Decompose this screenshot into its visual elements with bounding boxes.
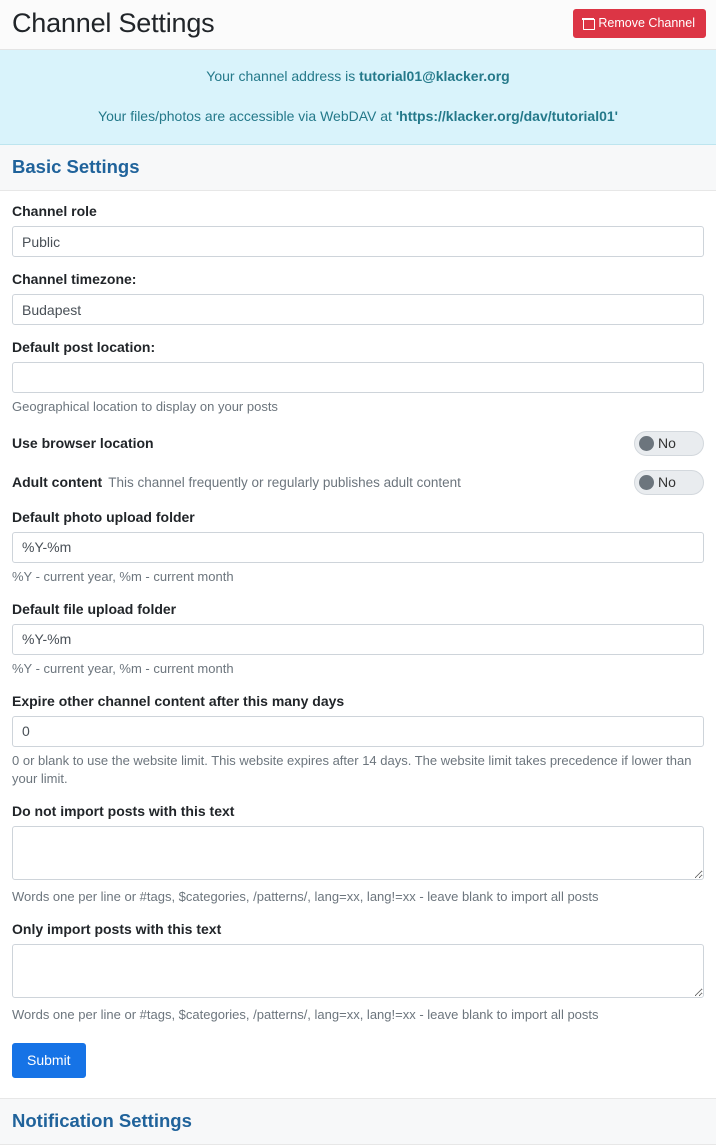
only-import-help: Words one per line or #tags, $categories, /patterns/, lang=xx, lang!=xx - leave blank to import all posts [12, 1007, 599, 1023]
field-use-browser-location [12, 431, 704, 456]
use-browser-location-label: Use browser location [12, 435, 154, 452]
channel-address-line [10, 68, 706, 84]
adult-content-state: No [658, 474, 676, 491]
webdav-url: 'https://klacker.org/dav/tutorial01' [395, 108, 618, 124]
default-photo-folder-label: Default photo upload folder [12, 508, 195, 525]
default-post-location-help: Geographical location to display on your posts [12, 399, 278, 414]
submit-row [12, 1043, 704, 1078]
notification-settings-header[interactable] [0, 1098, 716, 1145]
only-import-label: Only import posts with this text [12, 921, 222, 938]
channel-timezone-select[interactable] [12, 294, 704, 325]
default-post-location-label: Default post location: [12, 339, 156, 355]
adult-content-description: This channel frequently or regularly publishes adult content [108, 475, 461, 491]
only-import-textarea[interactable] [12, 944, 704, 998]
channel-timezone-label: Channel timezone: [12, 271, 137, 287]
field-channel-role [12, 203, 704, 257]
trash-icon [583, 17, 593, 29]
default-photo-folder-help: %Y - current year, %m - current month [12, 568, 234, 584]
use-browser-location-state: No [658, 435, 676, 452]
field-channel-timezone [12, 271, 704, 325]
default-photo-folder-input[interactable] [12, 532, 704, 563]
field-default-file-folder [12, 601, 704, 679]
field-adult-content [12, 470, 704, 495]
do-not-import-textarea[interactable] [12, 826, 704, 880]
channel-address-value: tutorial01@klacker.org [359, 68, 510, 84]
page-title: Channel Settings [12, 8, 215, 38]
webdav-prefix: Your files/photos are accessible via WebDAV at [98, 108, 396, 124]
notification-settings-title: Notification Settings [12, 1109, 192, 1131]
basic-settings-title: Basic Settings [12, 156, 140, 177]
channel-role-label: Channel role [12, 203, 97, 219]
toggle-knob-icon [639, 436, 654, 451]
channel-settings-form [0, 191, 716, 1098]
channel-address-prefix: Your channel address is [206, 68, 360, 84]
remove-channel-button[interactable] [573, 9, 706, 38]
field-default-post-location [12, 339, 704, 417]
webdav-line [10, 108, 706, 124]
submit-button[interactable]: Submit [12, 1043, 86, 1078]
field-expire-days [12, 693, 704, 790]
field-only-import [12, 921, 704, 1025]
field-default-photo-folder [12, 509, 704, 587]
adult-content-toggle[interactable] [634, 470, 704, 495]
channel-info-banner [0, 50, 716, 145]
do-not-import-help: Words one per line or #tags, $categories, /patterns/, lang=xx, lang!=xx - leave blank to import all posts [12, 889, 599, 905]
default-file-folder-help: %Y - current year, %m - current month [12, 660, 234, 676]
default-file-folder-label: Default file upload folder [12, 600, 177, 617]
do-not-import-label: Do not import posts with this text [12, 803, 235, 820]
default-file-folder-input[interactable] [12, 624, 704, 655]
basic-settings-header [0, 145, 716, 191]
field-do-not-import [12, 803, 704, 907]
adult-content-label: Adult content [12, 474, 103, 491]
channel-role-select[interactable] [12, 226, 704, 257]
expire-days-input[interactable] [12, 716, 704, 747]
page-header [0, 0, 716, 50]
toggle-knob-icon [639, 475, 654, 490]
default-post-location-input[interactable] [12, 362, 704, 393]
expire-days-help: 0 or blank to use the website limit. This website expires after 14 days. The website limit takes precedence if lower than your limit. [12, 752, 692, 787]
expire-days-label: Expire other channel content after this many days [12, 692, 345, 709]
remove-channel-label: Remove Channel [598, 16, 695, 30]
use-browser-location-toggle[interactable] [634, 431, 704, 456]
